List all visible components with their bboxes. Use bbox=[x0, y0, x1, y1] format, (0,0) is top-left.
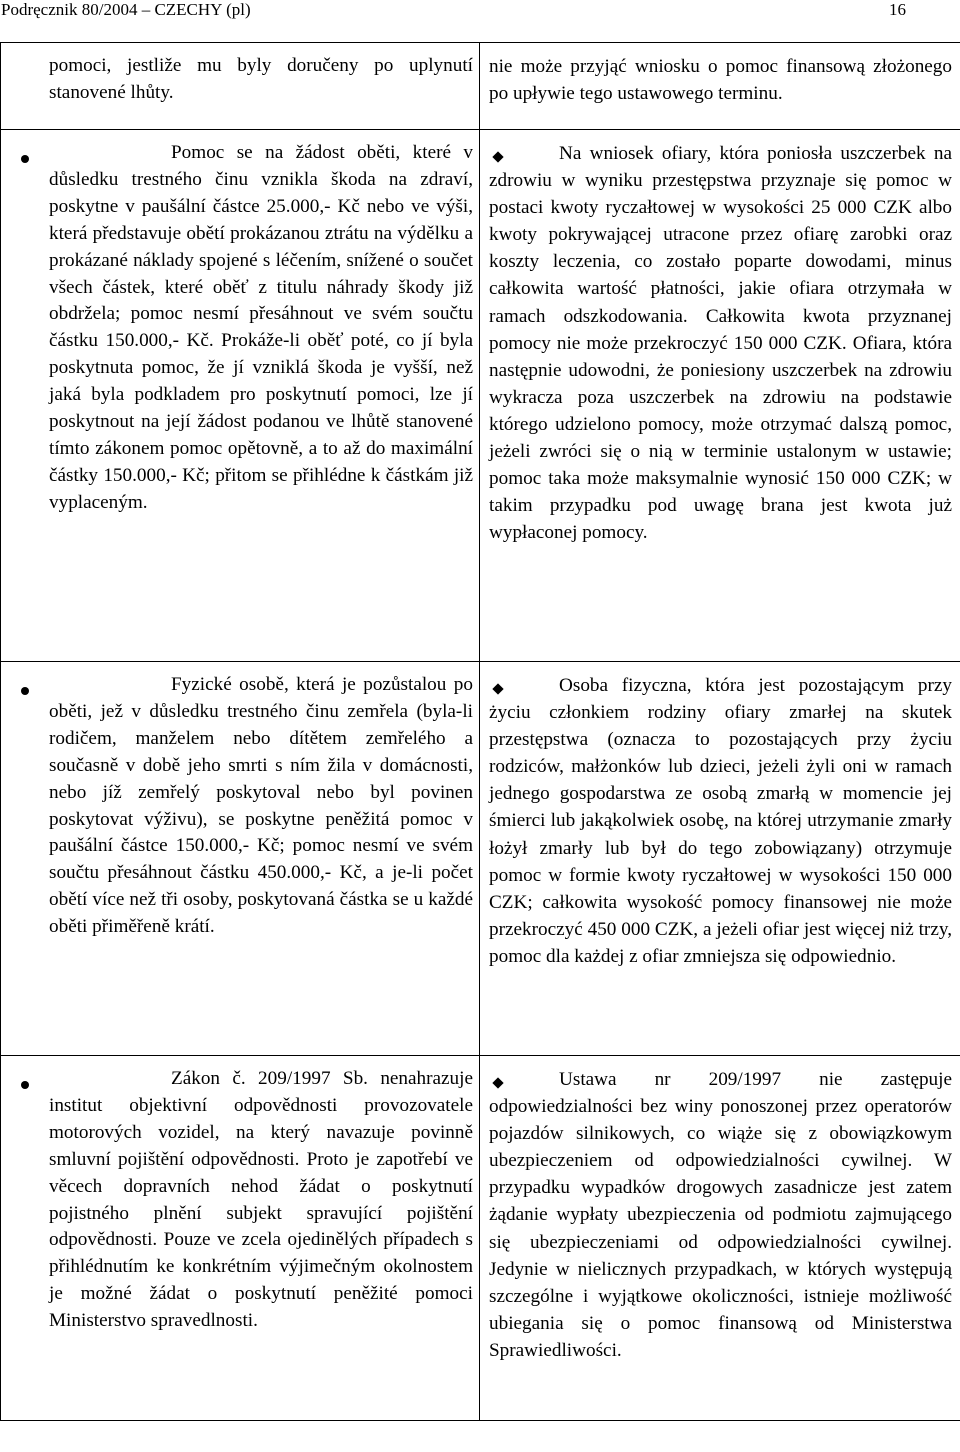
czech-cell bbox=[1, 1056, 480, 1421]
czech-text: pomoci, jestliže mu byly doručeny po uplynutí stanovené lhůty. bbox=[49, 55, 473, 103]
bullet-dot-icon bbox=[21, 687, 29, 695]
polish-cell bbox=[480, 130, 960, 662]
polish-text: Osoba fizyczna, która jest pozostającym przy życiu członkiem rodziny ofiary zmarłej na skutek przestępstwa (oznacza to pozostających przy życiu rodziców, małżonków lub dzieci, jeżeli żyli oni w ramach jednego gospodarstwa ze osobą zmarłą w momencie jej śmierci lub jakąkolwiek osobę, na której utrzymanie zmarły łożył zmarły lub był do tego zobowiązany) otrzymuje pomoc w formie kwoty ryczałtowej w wysokości 150 000 CZK; całkowita wysokość pomocy finansowej nie może przekroczyć 450 000 CZK, a jeżeli ofiar jest więcej niż trzy, pomoc dla każdej z ofiar zmniejsza się odpowiednio. bbox=[489, 675, 952, 967]
czech-cell bbox=[1, 662, 480, 1056]
czech-cell bbox=[1, 130, 480, 662]
table-row bbox=[1, 1056, 960, 1421]
table-row bbox=[1, 130, 960, 662]
polish-text: Ustawa nr 209/1997 nie zastępuje odpowiedzialności bez winy ponoszonej przez operatorów pojazdów silnikowych, co wiąże się z obowiązkowym ubezpieczeniem od odpowiedzialności cywilnej. W przypadku wypadków drogowych zasadnicze jest zatem żądanie wypłaty ubezpieczenia od podmiotu zajmującego się ubezpieczeniami od odpowiedzialności cywilnej. Jedynie w nielicznych przypadkach, w których występują szczególne i wyjątkowe okoliczności, istnieje możliwość ubiegania się o pomoc finansową od Ministerstwa Sprawiedliwości. bbox=[489, 1069, 952, 1361]
bullet-dot-icon bbox=[21, 1081, 29, 1089]
polish-cell bbox=[480, 662, 960, 1056]
czech-text: Zákon č. 209/1997 Sb. nenahrazuje institut objektivní odpovědnosti provozovatele motorových vozidel, na který navazuje povinně smluvní pojištění odpovědnosti. Proto je zapotřebí ve věcech dopravních nehod žádat o poskytnutí pojistného plnění subjekt spravující pojištění odpovědnosti. Pouze ve zcela ojedinělých případech s přihlédnutím ke konkrétním výjimečným okolnostem je možné žádat o poskytnutí peněžité pomoci Ministerstvo spravedlnosti. bbox=[49, 1068, 473, 1332]
czech-cell bbox=[1, 43, 480, 130]
czech-text: Pomoc se na žádost oběti, které v důsledku trestného činu vznikla škoda na zdraví, poskytne v paušální částce 25.000,- Kč nebo ve výši, která představuje obětí prokázanou ztrátu na výdělku a prokázané náklady spojené s léčením, snížené o součet všech částek, které oběť z titulu náhrady škody již obdržela; pomoc nesmí přesáhnout ve svém součtu částku 150.000,- Kč. Prokáže-li oběť poté, co jí byla poskytnuta pomoc, že jí vzniklá škoda je vyšší, než jaká byla podkladem pro poskytnutí pomoci, lze jí poskytnout na její žádost podanou ve lhůtě stanovené tímto zákonem pomoc opětovně, a to až do maximální částky 150.000,- Kč; přitom se přihlédne k částkám již vyplaceným. bbox=[49, 142, 473, 513]
page-header bbox=[0, 0, 960, 24]
table-row bbox=[1, 662, 960, 1056]
polish-cell bbox=[480, 1056, 960, 1421]
polish-text: Na wniosek ofiary, która poniosła uszczerbek na zdrowiu w wyniku przestępstwa przyznaje się pomoc w postaci kwoty ryczałtowej w wysokości 25 000 CZK albo kwoty pokrywającej utracone przez ofiarę zarobki oraz koszty leczenia, co zostało poparte dowodami, minus całkowita wartość płatności, jakie ofiara otrzymała w ramach odszkodowania. Całkowita kwota przyznanej pomocy nie może przekroczyć 150 000 CZK. Ofiara, która następnie udowodni, że poniesiony uszczerbek na zdrowiu wykracza poza uszczerbek na zdrowiu na podstawie którego udzielono pomocy, może otrzymać dalszą pomoc, jeżeli zwróci się o nią w terminie ustalonym w ustawie; pomoc taka może maksymalnie wynosić 150 000 CZK; w takim przypadku pod uwagę brana jest kwota już wypłaconej pomocy. bbox=[489, 143, 952, 544]
bullet-dot-icon bbox=[21, 155, 29, 163]
polish-cell bbox=[480, 43, 960, 130]
czech-text: Fyzické osobě, která je pozůstalou po oběti, jež v důsledku trestného činu zemřela (byla-li rodičem, manželem nebo dítětem zemřelého a současně v době jeho smrti s ním žila v domácnosti, nebo jíž zemřelý poskytoval nebo byl povinen poskytovat výživu), se poskytne peněžitá pomoc v paušální částce 150.000,- Kč; pomoc nesmí ve svém součtu přesáhnout částku 450.000,- Kč, a je-li počet obětí více než tři osoby, poskytovaná částka se u každé oběti přiměřeně krátí. bbox=[49, 674, 473, 938]
document-title: Podręcznik 80/2004 – CZECHY (pl) bbox=[1, 0, 251, 19]
table-row bbox=[1, 43, 960, 130]
bilingual-table bbox=[0, 42, 960, 1421]
polish-text: nie może przyjąć wniosku o pomoc finansową złożonego po upływie tego ustawowego terminu. bbox=[489, 56, 952, 105]
page-number: 16 bbox=[889, 0, 906, 19]
